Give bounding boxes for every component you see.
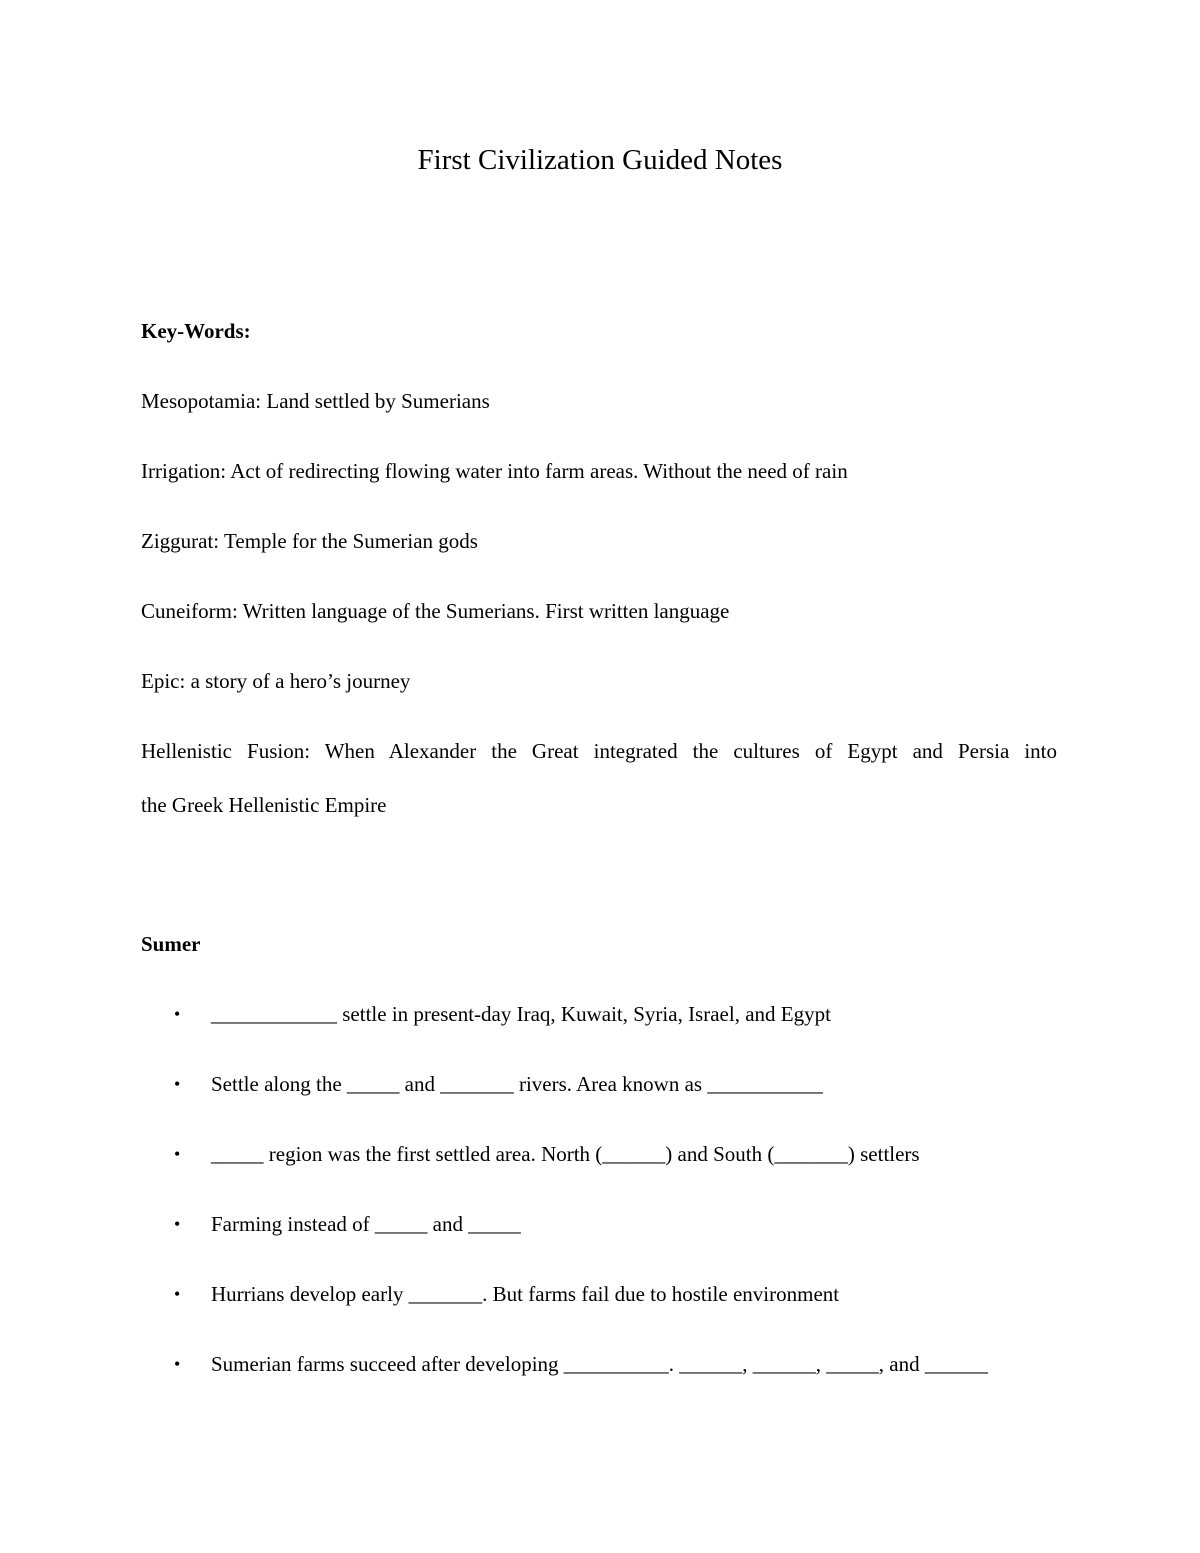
bullet-icon: • <box>174 1074 181 1094</box>
sumer-item-text: Farming instead of _____ and _____ <box>211 1212 521 1236</box>
bullet-icon: • <box>174 1214 181 1234</box>
sumer-item-text: Sumerian farms succeed after developing __________. ______, ______, _____, and ______ <box>211 1352 988 1376</box>
bullet-icon: • <box>174 1354 181 1374</box>
list-item <box>0 1069 1200 1099</box>
sumer-item-text: _____ region was the first settled area. North (______) and South (_______) settlers <box>211 1142 920 1166</box>
keyword-ziggurat: Ziggurat: Temple for the Sumerian gods <box>141 529 478 553</box>
list-item <box>0 1139 1200 1169</box>
list-item <box>0 1209 1200 1239</box>
keyword-hellenistic-line-1: Hellenistic Fusion: When Alexander the Great integrated the cultures of Egypt and Persia into <box>141 739 1057 763</box>
sumer-heading: Sumer <box>141 932 201 956</box>
sumer-item-text: Hurrians develop early _______. But farms fail due to hostile environment <box>211 1282 840 1306</box>
keyword-cuneiform: Cuneiform: Written language of the Sumerians. First written language <box>141 599 730 623</box>
keyword-hellenistic-line-2: the Greek Hellenistic Empire <box>141 793 387 817</box>
page-title: First Civilization Guided Notes <box>417 144 783 176</box>
keywords-heading: Key-Words: <box>141 319 251 343</box>
keyword-epic: Epic: a story of a hero’s journey <box>141 669 411 693</box>
list-item <box>0 999 1200 1029</box>
keyword-irrigation: Irrigation: Act of redirecting flowing water into farm areas. Without the need of rain <box>141 459 848 483</box>
sumer-item-text: ____________ settle in present-day Iraq, Kuwait, Syria, Israel, and Egypt <box>211 1002 831 1026</box>
sumer-item-text: Settle along the _____ and _______ rivers. Area known as ___________ <box>211 1072 823 1096</box>
keyword-mesopotamia: Mesopotamia: Land settled by Sumerians <box>141 389 490 413</box>
bullet-icon: • <box>174 1004 181 1024</box>
list-item <box>0 1279 1200 1309</box>
bullet-icon: • <box>174 1284 181 1304</box>
list-item <box>0 1349 1200 1379</box>
bullet-icon: • <box>174 1144 181 1164</box>
